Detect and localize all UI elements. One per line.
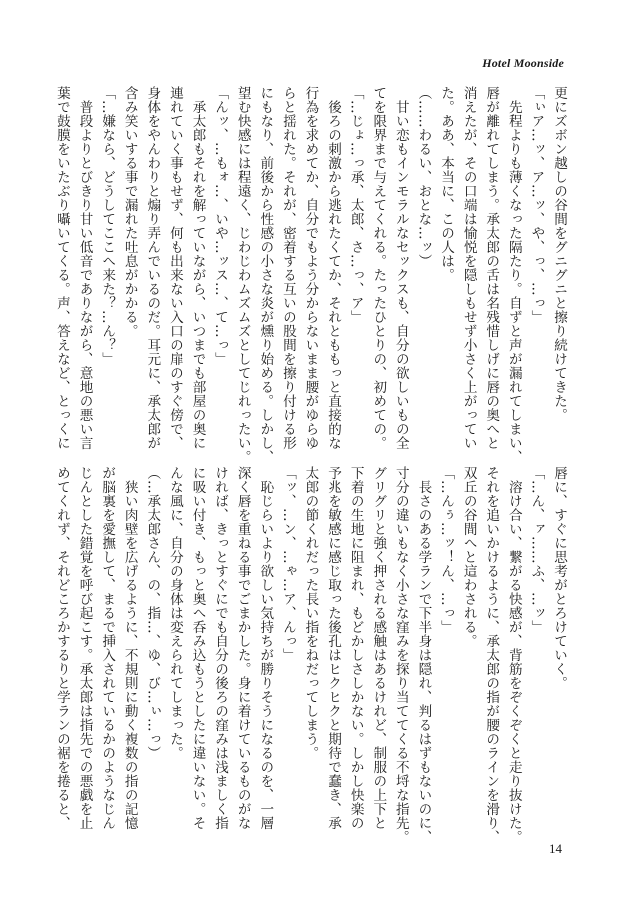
text-column: た。ああ、本当に、この人は。: [438, 86, 455, 282]
text-column: グリグリと強く押される感触はあるけれど、制服の上下と: [370, 466, 387, 830]
text-column: 普段よりとびきり甘い低音でありながら、意地の悪い言: [76, 86, 93, 450]
text-column: 恥じらいより欲しい気持ちが勝りそうになるのを、一層: [257, 466, 274, 830]
text-column: 先程よりも薄くなった隔たり。自ずと声が漏れてしまい、: [505, 86, 522, 464]
text-column: 望む快感には程遠く、じわじわムズムズとしてじれったい。: [234, 86, 251, 464]
page-number: 14: [549, 841, 562, 856]
text-column: それを追いかけるように、承太郎の指が腰のラインを滑り、: [483, 466, 500, 844]
lower-text-block: [53, 466, 570, 844]
text-column: にもなり、前後から性感の小さな炎が燻り始める。しかし、: [257, 86, 274, 464]
text-column: 後ろの刺激から逃れたくてか、それとももっと直接的な: [325, 86, 342, 450]
text-column: 連れていく事もせず、何も出来ない入口の扉のすぐ傍で、: [166, 86, 183, 450]
text-column: （…承太郎さん、の、指…、ゆ、び…ぃ…っ）: [144, 466, 161, 760]
text-column: 葉で鼓膜をいたぶり囁いてくる。声、答えなど、とっくに: [53, 86, 70, 450]
text-column: 寸分の違いもなく小さな窪みを探り当ててくる不埒な指先。: [392, 466, 409, 844]
text-column: 行為を求めてか、自分でもよう分からないまま腰がゆらゆ: [302, 86, 319, 450]
upper-text-block: [53, 86, 570, 464]
text-column: んな風に、自分の身体は変えられてしまった。: [166, 466, 183, 760]
text-column: ければ、きっとすぐにでも自分の後ろの窪みは浅ましく指: [212, 466, 229, 830]
text-column: 深く唇を重ねる事でごまかした。身に着けているものがな: [234, 466, 251, 830]
text-column: 唇が離れてしまう。承太郎の舌は名残惜しげに唇の奥へと: [483, 86, 500, 450]
text-column: 太郎の節くれだった長い指をねだってしまう。: [302, 466, 319, 760]
text-column: に吸い付き、もっと奥へ呑み込もうとしたに違いない。そ: [189, 466, 206, 830]
text-column: らと揺れた。それが、密着する互いの股間を擦り付ける形: [279, 86, 296, 450]
text-column: 身体をやんわりと煽り弄んでいるのだ。耳元に、承太郎が: [144, 86, 161, 450]
text-column: （……わるい、おとな…ッ）: [415, 86, 432, 268]
text-column: めてくれず、それどころかするりと学ランの裾を捲ると、: [53, 466, 70, 830]
text-column: 「…嫌なら、どうしてここへ来た？…ん？」: [99, 86, 116, 366]
text-column: じんとした錯覚を呼び起こす。承太郎は指先での悪戯を止: [76, 466, 93, 830]
text-column: 更にズボン越しの谷間をグニグニと擦り続けてきた。: [551, 86, 567, 422]
text-column: 狭い肉壁を広げるように、不規則に動く複数の指の記憶: [121, 466, 138, 830]
text-column: 「ぃア…ッ、ア…ッ、や、っ、…っ」: [528, 86, 545, 324]
text-column: 「…じょ…っ承、太郎、さ…っ、ア」: [347, 86, 364, 324]
text-column: が脳裏を愛撫して、まるで挿入されているかのようなじん: [99, 466, 116, 830]
text-column: 「んッ、…もォ…、いや…ッス…、て…っ」: [212, 86, 229, 366]
text-column: 双丘の谷間へと這わされる。: [460, 466, 477, 648]
text-column: 唇に、すぐに思考がとろけていく。: [551, 466, 567, 690]
text-column: 下着の生地に阻まれ、もどかしさしかない。しかし快楽の: [347, 466, 364, 830]
text-column: 承太郎もそれを解っていながら、いつまでも部屋の奥に: [189, 86, 206, 450]
text-column: てを限界まで与えてくれる。たったひとりの、初めての。: [370, 86, 387, 450]
text-column: 「…んぅ…ッ！ん、…っ」: [438, 466, 455, 634]
text-column: 予兆を敏感に感じ取った後孔はヒクヒクと期待で蠢き、承: [325, 466, 342, 830]
text-column: 長さのある学ランで下半身は隠れ、判るはずもないのに、: [415, 466, 432, 844]
text-column: 消えたが、その口端は愉悦を隠しもせず小さく上がってい: [460, 86, 477, 450]
text-column: 甘い恋もインモラルなセックスも、自分の欲しいもの全: [392, 86, 409, 450]
text-column: 含み笑いする事で漏れた吐息がかかる。: [121, 86, 138, 338]
running-header-title: Hotel Moonside: [482, 56, 564, 70]
text-column: 「…ん、ァ……ふ、…ッ」: [528, 466, 545, 634]
text-column: 「ッ、…ン、…ゃ…ア、んっ」: [279, 466, 296, 662]
text-column: 溶け合い、繋がる快感が、背筋をぞくぞくと走り抜けた。: [505, 466, 522, 844]
